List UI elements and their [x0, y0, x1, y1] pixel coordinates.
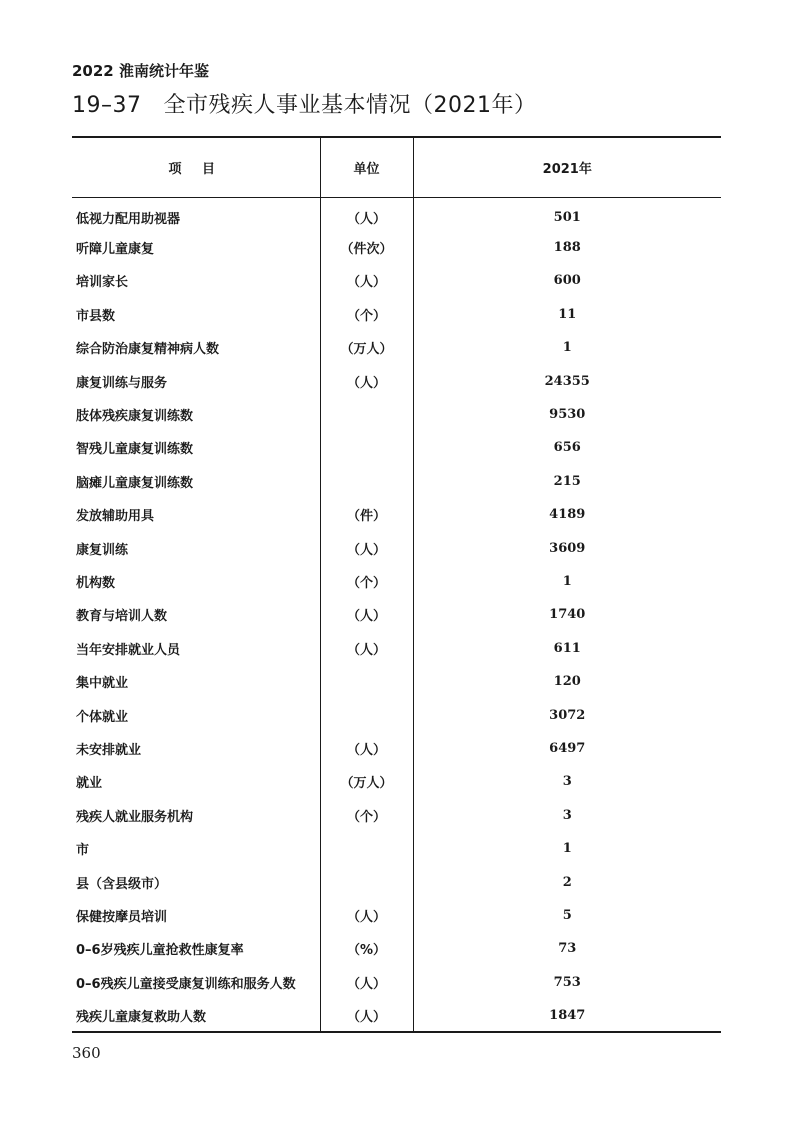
row-value: 120	[413, 665, 721, 698]
row-item: 教育与培训人数	[76, 609, 168, 625]
table-row	[72, 364, 721, 397]
row-item: 县（含县级市）	[76, 876, 168, 892]
column-header-year: 2021年	[413, 137, 721, 198]
table-row	[72, 598, 721, 631]
row-unit: （人）	[320, 264, 413, 297]
page-number: 360	[72, 1044, 101, 1062]
running-header: 2022 淮南统计年鉴	[72, 62, 209, 80]
row-item: 发放辅助用具	[76, 509, 155, 525]
row-unit: （人）	[320, 899, 413, 932]
row-unit: （人）	[320, 531, 413, 564]
row-item: 智残儿童康复训练数	[76, 442, 194, 458]
row-item: 0–6残疾儿童接受康复训练和服务人数	[76, 976, 296, 992]
row-item: 保健按摩员培训	[76, 909, 168, 925]
row-item: 培训家长	[76, 275, 129, 291]
table-row	[72, 765, 721, 798]
table-row	[72, 264, 721, 297]
row-item: 市	[76, 843, 90, 859]
row-item: 集中就业	[76, 676, 129, 692]
column-header-unit: 单位	[320, 137, 413, 198]
table-row	[72, 832, 721, 865]
table-header-row	[72, 137, 721, 198]
row-value: 1	[413, 832, 721, 865]
row-item: 脑瘫儿童康复训练数	[76, 475, 194, 491]
row-unit: （万人）	[320, 331, 413, 364]
table-row	[72, 465, 721, 498]
row-item: 就业	[76, 776, 103, 792]
row-value: 9530	[413, 398, 721, 431]
row-unit: （件）	[320, 498, 413, 531]
row-unit	[320, 431, 413, 464]
row-item: 听障儿童康复	[76, 242, 155, 258]
row-item: 康复训练与服务	[76, 375, 168, 391]
row-value: 215	[413, 465, 721, 498]
row-item: 当年安排就业人员	[76, 642, 181, 658]
row-value: 11	[413, 298, 721, 331]
row-unit: （人）	[320, 198, 413, 231]
table-row	[72, 698, 721, 731]
row-value: 3	[413, 799, 721, 832]
row-unit: （万人）	[320, 765, 413, 798]
row-unit	[320, 698, 413, 731]
row-value: 6497	[413, 732, 721, 765]
row-unit: （人）	[320, 632, 413, 665]
table-number: 19–37	[72, 93, 142, 118]
row-unit	[320, 832, 413, 865]
row-value: 1	[413, 331, 721, 364]
table-row	[72, 331, 721, 364]
row-unit: （人）	[320, 999, 413, 1032]
row-item: 综合防治康复精神病人数	[76, 342, 220, 358]
row-unit: （个）	[320, 565, 413, 598]
table-row	[72, 865, 721, 898]
row-value: 2	[413, 865, 721, 898]
row-item: 0–6岁残疾儿童抢救性康复率	[76, 943, 244, 959]
row-unit: （人）	[320, 598, 413, 631]
statistics-table	[72, 136, 721, 1033]
row-item: 机构数	[76, 575, 116, 591]
table-row	[72, 799, 721, 832]
column-header-item: 项 目	[72, 137, 320, 198]
row-unit	[320, 665, 413, 698]
row-item: 康复训练	[76, 542, 129, 558]
row-value: 656	[413, 431, 721, 464]
row-value: 188	[413, 231, 721, 264]
row-unit: （人）	[320, 732, 413, 765]
row-item: 残疾儿童康复救助人数	[76, 1009, 207, 1025]
row-item: 个体就业	[76, 709, 129, 725]
row-unit: （人）	[320, 364, 413, 397]
row-value: 1	[413, 565, 721, 598]
row-unit: （个）	[320, 298, 413, 331]
row-unit	[320, 865, 413, 898]
row-value: 3609	[413, 531, 721, 564]
row-item: 低视力配用助视器	[76, 211, 181, 227]
table-row	[72, 431, 721, 464]
row-value: 4189	[413, 498, 721, 531]
row-value: 1740	[413, 598, 721, 631]
row-value: 24355	[413, 364, 721, 397]
table-title-text: 全市残疾人事业基本情况（2021年）	[163, 93, 537, 118]
table-row	[72, 531, 721, 564]
table-row	[72, 932, 721, 965]
row-value: 73	[413, 932, 721, 965]
row-item: 残疾人就业服务机构	[76, 809, 194, 825]
row-value: 611	[413, 632, 721, 665]
table-row	[72, 665, 721, 698]
table-row	[72, 398, 721, 431]
row-item: 市县数	[76, 308, 116, 324]
table-row	[72, 198, 721, 231]
table-row	[72, 965, 721, 998]
row-unit: （%）	[320, 932, 413, 965]
row-value: 753	[413, 965, 721, 998]
table-row	[72, 231, 721, 264]
table-title	[72, 88, 537, 119]
table-row	[72, 899, 721, 932]
row-item: 肢体残疾康复训练数	[76, 409, 194, 425]
row-value: 3	[413, 765, 721, 798]
row-item: 未安排就业	[76, 742, 142, 758]
row-value: 600	[413, 264, 721, 297]
table-row	[72, 298, 721, 331]
table-row	[72, 498, 721, 531]
row-value: 1847	[413, 999, 721, 1032]
row-unit: （个）	[320, 799, 413, 832]
row-value: 3072	[413, 698, 721, 731]
row-unit	[320, 465, 413, 498]
row-unit	[320, 398, 413, 431]
table-row	[72, 632, 721, 665]
table-row	[72, 565, 721, 598]
table-body	[72, 198, 721, 1033]
table-row	[72, 999, 721, 1032]
row-unit: （件次）	[320, 231, 413, 264]
row-value: 501	[413, 198, 721, 231]
table-row	[72, 732, 721, 765]
row-unit: （人）	[320, 965, 413, 998]
row-value: 5	[413, 899, 721, 932]
